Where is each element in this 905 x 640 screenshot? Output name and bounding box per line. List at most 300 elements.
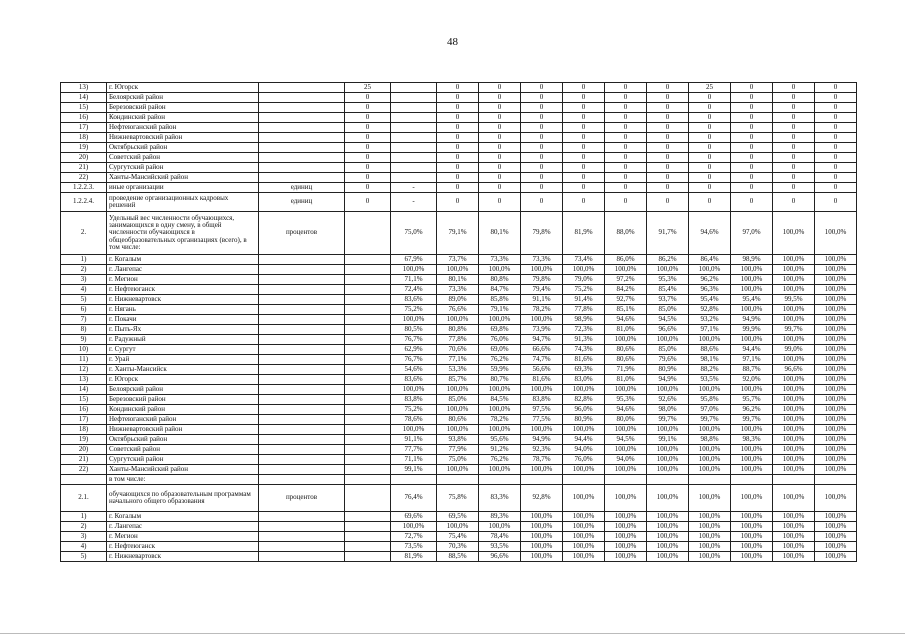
row-value: 0 (773, 123, 815, 133)
row-name: Октябрьский район (107, 143, 259, 153)
row-value (345, 305, 391, 315)
row-value: 77,8% (437, 335, 479, 345)
row-unit (259, 385, 345, 395)
row-value: 94,0% (563, 445, 605, 455)
row-value: 100,0% (647, 512, 689, 522)
row-value (345, 455, 391, 465)
row-value: 83,3% (479, 485, 521, 512)
row-value: 66,6% (521, 345, 563, 355)
row-name: г. Мегион (107, 532, 259, 542)
row-name: иные организации (107, 183, 259, 193)
row-value: 95,8% (689, 395, 731, 405)
row-value: 80,0% (605, 415, 647, 425)
row-value: 100,0% (815, 542, 857, 552)
row-name: Нижневартовский район (107, 425, 259, 435)
row-value: 100,0% (437, 265, 479, 275)
row-value (345, 405, 391, 415)
row-value: 85,0% (647, 345, 689, 355)
table-row (61, 285, 857, 295)
row-value: 76,0% (563, 455, 605, 465)
page-number: 48 (447, 36, 458, 48)
row-value: 100,0% (815, 485, 857, 512)
row-value: 0 (773, 143, 815, 153)
row-value: 94,6% (689, 212, 731, 255)
row-value: 77,1% (437, 355, 479, 365)
row-value (391, 113, 437, 123)
row-value: 98,0% (647, 405, 689, 415)
row-value: 0 (689, 183, 731, 193)
row-value: 0 (563, 113, 605, 123)
row-value: 0 (647, 163, 689, 173)
row-value: 100,0% (773, 255, 815, 265)
row-value (391, 173, 437, 183)
row-value: 97,1% (731, 355, 773, 365)
row-value: 99,1% (647, 435, 689, 445)
row-value: 0 (605, 193, 647, 212)
row-value: 0 (521, 173, 563, 183)
row-value: 94,9% (647, 375, 689, 385)
table-row (61, 315, 857, 325)
row-unit (259, 103, 345, 113)
row-value: 99,7% (647, 415, 689, 425)
row-number: 18) (61, 133, 107, 143)
row-value: 78,4% (479, 532, 521, 542)
row-value: 100,0% (815, 405, 857, 415)
row-value: 100,0% (479, 265, 521, 275)
row-value: 100,0% (731, 275, 773, 285)
row-value: 100,0% (773, 415, 815, 425)
row-value: 100,0% (689, 552, 731, 562)
row-value: 71,9% (605, 365, 647, 375)
row-value: 100,0% (521, 385, 563, 395)
table-row (61, 532, 857, 542)
row-value: 0 (345, 123, 391, 133)
row-value: 100,0% (521, 465, 563, 475)
row-value: 79,1% (437, 212, 479, 255)
row-value: 0 (437, 103, 479, 113)
row-name: Березовский район (107, 395, 259, 405)
row-number: 1) (61, 255, 107, 265)
row-value: 99,0% (773, 345, 815, 355)
row-value (479, 475, 521, 485)
row-value: 85,4% (647, 285, 689, 295)
row-value (521, 475, 563, 485)
row-value: 97,5% (521, 405, 563, 415)
row-value: 98,9% (563, 315, 605, 325)
row-number: 22) (61, 173, 107, 183)
row-value: 100,0% (563, 512, 605, 522)
row-name: г. Нефтеюганск (107, 285, 259, 295)
row-value: 98,8% (689, 435, 731, 445)
row-number (61, 475, 107, 485)
row-value: 83,6% (391, 375, 437, 385)
row-name: г. Югорск (107, 83, 259, 93)
row-value: 0 (479, 123, 521, 133)
row-value: 78,7% (521, 455, 563, 465)
row-number: 3) (61, 275, 107, 285)
row-value: 100,0% (647, 455, 689, 465)
row-value: 0 (647, 193, 689, 212)
row-value: 94,9% (521, 435, 563, 445)
row-value (391, 83, 437, 93)
row-value: 0 (345, 163, 391, 173)
row-value: 80,8% (437, 325, 479, 335)
row-number: 19) (61, 143, 107, 153)
row-value: 0 (563, 153, 605, 163)
row-value: 69,6% (391, 512, 437, 522)
row-name: Нижневартовский район (107, 133, 259, 143)
row-value: 0 (815, 103, 857, 113)
row-value (345, 425, 391, 435)
row-value: 95,3% (605, 395, 647, 405)
row-value: 100,0% (731, 512, 773, 522)
row-value: 0 (479, 93, 521, 103)
row-number: 1.2.2.4. (61, 193, 107, 212)
row-value (345, 212, 391, 255)
row-value: 0 (731, 113, 773, 123)
row-value: 0 (479, 83, 521, 93)
row-value: 67,9% (391, 255, 437, 265)
row-value: 100,0% (647, 445, 689, 455)
row-value: 0 (647, 123, 689, 133)
row-unit: процентов (259, 212, 345, 255)
row-number: 6) (61, 305, 107, 315)
row-value: 0 (731, 183, 773, 193)
row-value: 100,0% (563, 532, 605, 542)
row-value: 73,5% (391, 542, 437, 552)
row-value: 93,7% (647, 295, 689, 305)
row-value (345, 552, 391, 562)
row-value: 0 (815, 173, 857, 183)
row-value: 80,1% (479, 212, 521, 255)
row-unit (259, 83, 345, 93)
row-number: 15) (61, 395, 107, 405)
row-value: 100,0% (605, 265, 647, 275)
row-value: 79,0% (563, 275, 605, 285)
row-unit (259, 365, 345, 375)
row-value: 100,0% (479, 425, 521, 435)
row-value: 80,8% (479, 275, 521, 285)
row-value: 0 (521, 143, 563, 153)
row-value: 0 (731, 103, 773, 113)
table-row (61, 305, 857, 315)
row-value: 74,3% (563, 345, 605, 355)
row-value: 0 (605, 83, 647, 93)
table-row (61, 123, 857, 133)
row-value: 100,0% (689, 532, 731, 542)
row-value: 84,7% (479, 285, 521, 295)
row-value (345, 475, 391, 485)
row-unit (259, 455, 345, 465)
row-number: 20) (61, 153, 107, 163)
table-row (61, 133, 857, 143)
row-value: 100,0% (731, 485, 773, 512)
row-value: 75,8% (437, 485, 479, 512)
row-value: 71,1% (391, 275, 437, 285)
table-row (61, 143, 857, 153)
row-name: Нефтеюганский район (107, 123, 259, 133)
row-value: 100,0% (773, 275, 815, 285)
row-value: 100,0% (521, 512, 563, 522)
row-value: 0 (773, 83, 815, 93)
row-value: 80,6% (605, 345, 647, 355)
row-value: 81,9% (563, 212, 605, 255)
row-value: 0 (521, 103, 563, 113)
row-value: 0 (731, 143, 773, 153)
row-value: 0 (647, 113, 689, 123)
row-value: 0 (731, 173, 773, 183)
row-unit (259, 475, 345, 485)
row-value: 0 (345, 143, 391, 153)
table-row (61, 512, 857, 522)
row-value (391, 153, 437, 163)
row-value: 100,0% (689, 455, 731, 465)
row-value: 100,0% (815, 385, 857, 395)
row-unit (259, 295, 345, 305)
row-value: 100,0% (521, 265, 563, 275)
row-value: 0 (563, 123, 605, 133)
row-value: 0 (689, 123, 731, 133)
table-row (61, 425, 857, 435)
row-value: 0 (689, 93, 731, 103)
row-value: 100,0% (563, 425, 605, 435)
row-value: 73,9% (521, 325, 563, 335)
row-name: г. Нефтеюганск (107, 542, 259, 552)
row-value: 100,0% (773, 542, 815, 552)
row-name: г. Когалым (107, 512, 259, 522)
row-value: 0 (605, 93, 647, 103)
row-value: 100,0% (731, 305, 773, 315)
row-number: 21) (61, 163, 107, 173)
row-value: 100,0% (773, 405, 815, 415)
table-row (61, 395, 857, 405)
row-number: 15) (61, 103, 107, 113)
row-value: 100,0% (689, 465, 731, 475)
row-value: 100,0% (815, 212, 857, 255)
row-value (391, 123, 437, 133)
row-unit: единиц (259, 193, 345, 212)
table-row (61, 93, 857, 103)
row-value: 94,6% (605, 405, 647, 415)
row-value: 80,9% (647, 365, 689, 375)
row-number: 17) (61, 123, 107, 133)
row-value: 100,0% (563, 465, 605, 475)
row-unit: единиц (259, 183, 345, 193)
row-value: 100,0% (391, 265, 437, 275)
row-number: 17) (61, 415, 107, 425)
row-value: 75,2% (391, 305, 437, 315)
row-value: 100,0% (391, 315, 437, 325)
row-name: Октябрьский район (107, 435, 259, 445)
row-unit (259, 163, 345, 173)
row-value: 0 (605, 173, 647, 183)
row-value: 89,0% (437, 295, 479, 305)
row-value: 54,6% (391, 365, 437, 375)
row-number: 14) (61, 93, 107, 103)
row-value: 62,9% (391, 345, 437, 355)
row-unit (259, 405, 345, 415)
table-row (61, 485, 857, 512)
row-value: 100,0% (647, 485, 689, 512)
row-name: г. Нижневартовск (107, 552, 259, 562)
row-value: 100,0% (437, 522, 479, 532)
row-value: 100,0% (773, 435, 815, 445)
row-value: 100,0% (521, 315, 563, 325)
row-value: 80,5% (391, 325, 437, 335)
row-value: 100,0% (437, 425, 479, 435)
row-value: 91,1% (521, 295, 563, 305)
row-unit (259, 375, 345, 385)
row-value: 72,3% (563, 325, 605, 335)
row-value: 86,2% (647, 255, 689, 265)
table-row (61, 435, 857, 445)
row-name: г. Нижневартовск (107, 295, 259, 305)
row-value: 100,0% (391, 425, 437, 435)
row-unit (259, 512, 345, 522)
row-value: 0 (815, 193, 857, 212)
row-value: 100,0% (773, 315, 815, 325)
row-value: 79,8% (521, 212, 563, 255)
row-value: 0 (605, 103, 647, 113)
row-value: 100,0% (773, 532, 815, 542)
row-value: 100,0% (773, 395, 815, 405)
row-value: 100,0% (815, 365, 857, 375)
row-value: 85,0% (437, 395, 479, 405)
row-value: 100,0% (773, 425, 815, 435)
row-value (391, 475, 437, 485)
row-value: 100,0% (731, 445, 773, 455)
row-value: 0 (689, 193, 731, 212)
row-value: 100,0% (647, 265, 689, 275)
row-value: 94,0% (605, 455, 647, 465)
row-value: 0 (689, 163, 731, 173)
row-value: 69,5% (437, 512, 479, 522)
row-value: 100,0% (479, 385, 521, 395)
row-value (563, 475, 605, 485)
row-value: 0 (689, 173, 731, 183)
row-value: 0 (437, 143, 479, 153)
row-value: 0 (563, 133, 605, 143)
row-value (391, 163, 437, 173)
row-value: 0 (479, 143, 521, 153)
row-value: 100,0% (815, 285, 857, 295)
row-value: 100,0% (773, 212, 815, 255)
row-value: 100,0% (815, 522, 857, 532)
row-value: 100,0% (815, 552, 857, 562)
row-value: 0 (647, 133, 689, 143)
row-value (345, 315, 391, 325)
table-row (61, 153, 857, 163)
row-value: 86,4% (689, 255, 731, 265)
row-value: 83,8% (521, 395, 563, 405)
row-number: 21) (61, 455, 107, 465)
row-value: 0 (437, 83, 479, 93)
row-value: 100,0% (521, 532, 563, 542)
row-unit (259, 542, 345, 552)
row-value: 100,0% (479, 405, 521, 415)
row-value: 100,0% (731, 465, 773, 475)
row-value: 0 (437, 173, 479, 183)
row-value: 100,0% (815, 375, 857, 385)
row-value: 100,0% (731, 542, 773, 552)
row-value: 100,0% (563, 522, 605, 532)
row-value: 100,0% (479, 522, 521, 532)
row-value: 96,6% (479, 552, 521, 562)
row-value: 100,0% (815, 345, 857, 355)
row-value: 100,0% (647, 552, 689, 562)
row-value (345, 385, 391, 395)
row-value: 93,5% (689, 375, 731, 385)
row-value: 77,7% (391, 445, 437, 455)
row-value: 0 (605, 163, 647, 173)
row-value: 100,0% (815, 305, 857, 315)
table-row (61, 325, 857, 335)
row-value: 100,0% (815, 455, 857, 465)
row-number: 13) (61, 83, 107, 93)
row-value: 100,0% (437, 405, 479, 415)
row-value: 100,0% (731, 285, 773, 295)
row-value: 97,0% (689, 405, 731, 415)
row-value: 0 (731, 93, 773, 103)
row-value: 100,0% (773, 465, 815, 475)
row-value: 100,0% (815, 435, 857, 445)
row-name: в том числе: (107, 475, 259, 485)
row-value: 0 (345, 193, 391, 212)
row-value: 100,0% (773, 305, 815, 315)
row-unit (259, 285, 345, 295)
row-value: 75,0% (437, 455, 479, 465)
row-value: 0 (815, 93, 857, 103)
row-value (345, 365, 391, 375)
row-name: проведение организационных кадровых решений (107, 193, 259, 212)
row-value: 100,0% (521, 542, 563, 552)
row-name: обучающихся по образовательным программам начального общего образования (107, 485, 259, 512)
row-value: 100,0% (647, 522, 689, 532)
row-value: 0 (563, 93, 605, 103)
row-value: 85,1% (605, 305, 647, 315)
row-value (345, 512, 391, 522)
row-value: 92,7% (605, 295, 647, 305)
row-value: 99,7% (773, 325, 815, 335)
row-value: 0 (689, 103, 731, 113)
row-value (345, 295, 391, 305)
row-value: 100,0% (773, 385, 815, 395)
row-value: 84,2% (605, 285, 647, 295)
row-unit (259, 133, 345, 143)
row-value: 93,5% (479, 542, 521, 552)
row-value: 0 (563, 183, 605, 193)
row-value: 76,7% (391, 335, 437, 345)
row-value: 100,0% (773, 512, 815, 522)
row-value: 81,6% (521, 375, 563, 385)
row-value: 69,0% (479, 345, 521, 355)
row-value: 100,0% (647, 335, 689, 345)
row-number: 8) (61, 325, 107, 335)
row-name: г. Лангепас (107, 522, 259, 532)
row-value: 0 (647, 173, 689, 183)
row-name: г. Югорск (107, 375, 259, 385)
row-value (345, 465, 391, 475)
row-value: 100,0% (689, 385, 731, 395)
row-value: 100,0% (605, 485, 647, 512)
row-value: 53,3% (437, 365, 479, 375)
row-value: 0 (731, 153, 773, 163)
row-value: 100,0% (731, 455, 773, 465)
row-name: Ханты-Мансийский район (107, 465, 259, 475)
row-value: 100,0% (605, 385, 647, 395)
row-value: 100,0% (521, 552, 563, 562)
row-value: 99,7% (731, 415, 773, 425)
